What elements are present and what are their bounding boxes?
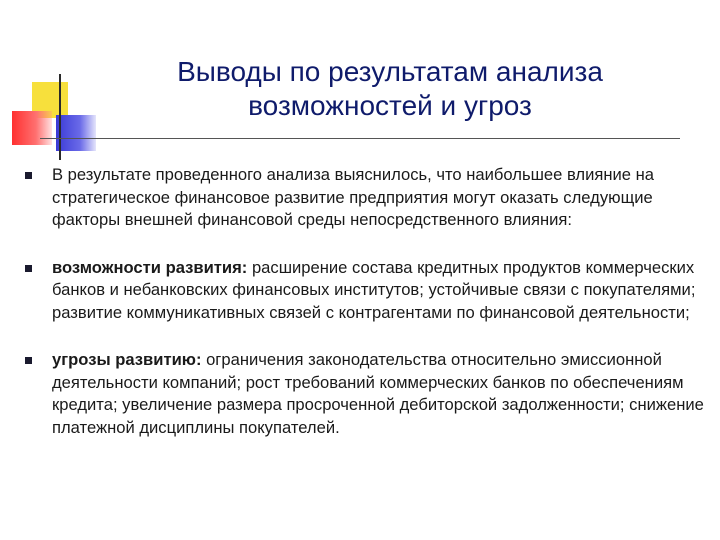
bullet-item-threats (22, 349, 712, 439)
title-divider-line (40, 138, 680, 139)
slide-title-line-2: возможностей и угроз (248, 90, 532, 121)
logo-vertical-line (59, 74, 61, 160)
slide-title-line-1: Выводы по результатам анализа (177, 56, 603, 87)
bullet-text (52, 257, 712, 325)
bullet-square-icon (25, 357, 32, 364)
bullet-body: В результате проведенного анализа выяснилось, что наибольшее влияние на стратегическое финансовое развитие предприятия могут оказать следующие факторы внешней финансовой среды непосредственного влияния: (52, 165, 655, 229)
bullet-bold-lead: возможности развития: (52, 257, 248, 277)
bullet-bold-lead: угрозы развитию: (52, 350, 202, 369)
bullet-body: ограничения законодательства относительно эмиссионной деятельности компаний; рост требований коммерческих банков по обеспечениям кредита; увеличение размера просроченной дебиторской задолженности; снижение платежной дисциплины покупателей. (52, 350, 704, 437)
bullet-text (52, 164, 712, 232)
logo-red-square (12, 111, 52, 145)
bullet-square-icon (25, 172, 32, 179)
logo-blue-square (56, 115, 96, 151)
bullet-square-icon (25, 265, 32, 272)
bullet-item-opportunities (22, 257, 712, 325)
bullet-item-intro (22, 164, 712, 232)
bullet-text (52, 349, 712, 439)
slide-title (130, 55, 650, 123)
bullet-list (22, 164, 712, 464)
bullet-body: расширение состава кредитных продуктов коммерческих банков и небанковских финансовых институтов; устойчивые связи с покупателями; развитие коммуникативных связей с контрагентами по финансовой деятельности; (52, 257, 696, 322)
